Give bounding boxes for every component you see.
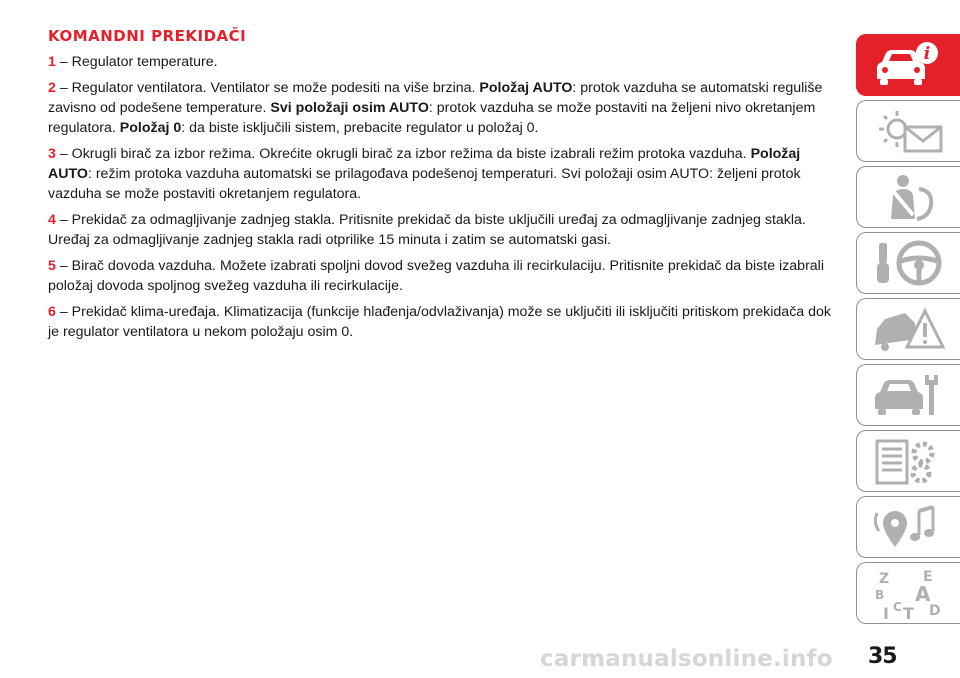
- tab-car-info[interactable]: [856, 34, 960, 96]
- tab-maintenance[interactable]: [856, 364, 960, 426]
- item-list: [48, 52, 838, 342]
- item-emphasis: Položaj AUTO: [479, 80, 573, 96]
- item-number: 2: [48, 80, 56, 96]
- warning-lights-messages-icon: [871, 105, 947, 159]
- key-steering-wheel-icon: [871, 237, 947, 291]
- item-text: – Birač dovoda vazduha. Možete izabrati spoljni dovod svežeg vazduha ili recirkulaciju. Pritisnite prekidač da biste izabrali položaj dovoda spoljnog svežeg vazduha ili recirkulacije.: [48, 258, 824, 294]
- control-item: [48, 302, 838, 342]
- multimedia-music-icon: [871, 501, 947, 555]
- item-emphasis: Položaj 0: [119, 120, 182, 136]
- index-letter: Z: [879, 571, 890, 587]
- emergency-car-icon: [871, 303, 947, 357]
- item-text: : režim protoka vazduha automatski se prilagođava podešenoj temperaturi. Svi položaji osim AUTO: željeni protok vazduha se može postaviti okretanjem regulatora.: [48, 166, 801, 202]
- index-letter: D: [929, 603, 941, 619]
- index-letter: A: [915, 582, 931, 606]
- tab-starting-driving[interactable]: [856, 232, 960, 294]
- item-text: – Regulator temperature.: [55, 54, 218, 70]
- car-info-icon: [871, 39, 941, 91]
- technical-data-gears-icon: [871, 435, 947, 489]
- item-emphasis: Položaj AUTO: [48, 146, 801, 182]
- index-letter: B: [875, 588, 885, 602]
- seatbelt-safety-icon: [871, 171, 947, 225]
- tab-technical-data[interactable]: [856, 430, 960, 492]
- item-number: 6: [48, 304, 56, 320]
- index-letter: C: [893, 600, 902, 614]
- car-maintenance-wrench-icon: [871, 369, 947, 423]
- section-title: KOMANDNI PREKIDAČI: [48, 27, 247, 45]
- index-letter: T: [903, 604, 914, 621]
- item-text: – Okrugli birač za izbor režima. Okrećite okrugli birač za izbor režima da biste izabrali režim protoka vazduha.: [55, 146, 751, 162]
- tab-multimedia[interactable]: [856, 496, 960, 558]
- item-text: : da biste isključili sistem, prebacite regulator u položaj 0.: [181, 120, 539, 136]
- tab-safety[interactable]: [856, 166, 960, 228]
- tab-warning-lights[interactable]: [856, 100, 960, 162]
- item-text: – Regulator ventilatora. Ventilator se može podesiti na više brzina.: [55, 80, 480, 96]
- item-text: – Prekidač klima-uređaja. Klimatizacija (funkcije hlađenja/odvlaživanja) može se uključiti ili isključiti pritiskom prekidača dok je regulator ventilatora u nekom položaju osim 0.: [48, 304, 832, 340]
- control-item: [48, 144, 838, 204]
- item-number: 3: [48, 146, 56, 162]
- tab-emergency[interactable]: [856, 298, 960, 360]
- control-item: [48, 210, 838, 250]
- page-number: 35: [868, 644, 897, 669]
- alphabetical-index-icon: [871, 567, 947, 621]
- item-text: : protok vazduha se automatski reguliše zavisno od podešene temperature.: [48, 80, 823, 116]
- item-number: 5: [48, 258, 56, 274]
- watermark: carmanualsonline.info: [540, 646, 833, 672]
- control-item: [48, 256, 838, 296]
- control-item: [48, 78, 838, 138]
- item-text: : protok vazduha se može postaviti na željeni nivo okretanjem regulatora.: [48, 100, 816, 136]
- main-content: [48, 27, 838, 348]
- svg-text:i: i: [923, 44, 931, 64]
- index-letter: I: [883, 604, 889, 621]
- item-text: – Prekidač za odmagljivanje zadnjeg stakla. Pritisnite prekidač da biste uključili uređaj za odmagljivanje zadnjeg stakla. Uređaj za odmagljivanje zadnjeg stakla radi otprilike 15 minuta i zatim se automatski gasi.: [48, 212, 806, 248]
- item-emphasis: Svi položaji osim AUTO: [270, 100, 429, 116]
- tab-index[interactable]: [856, 562, 960, 624]
- item-number: 4: [48, 212, 56, 228]
- index-letter: E: [923, 569, 933, 585]
- item-number: 1: [48, 54, 56, 70]
- control-item: [48, 52, 838, 72]
